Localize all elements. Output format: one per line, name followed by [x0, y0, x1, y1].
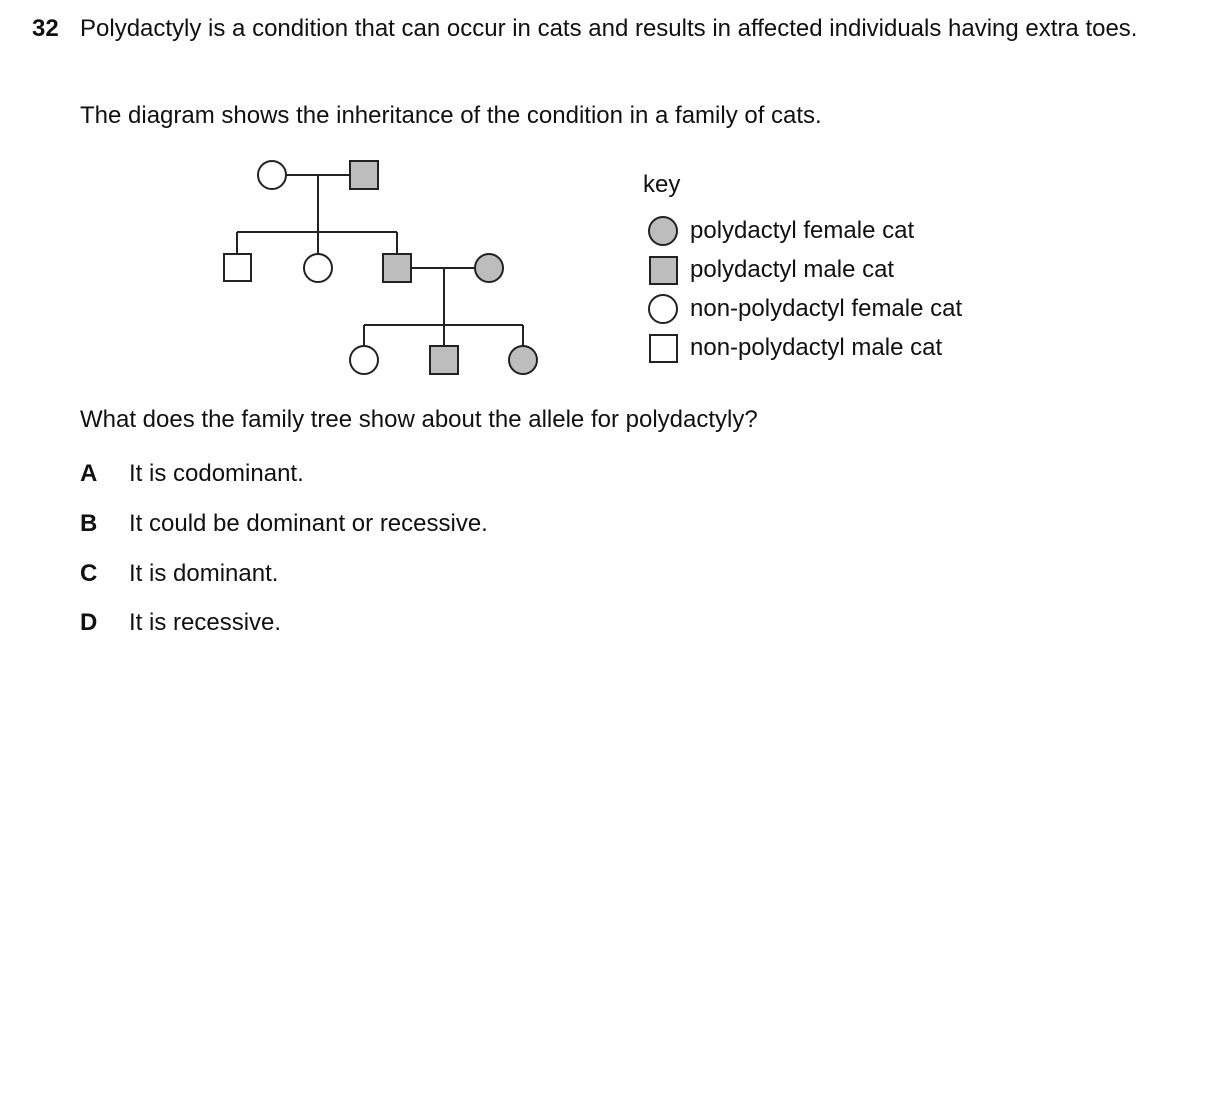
g1-male-symbol [350, 161, 378, 189]
key-title: key [643, 171, 681, 198]
option-d-text: It is recessive. [129, 609, 282, 636]
key-non-polydactyl-male-symbol [650, 335, 677, 362]
g3-daughter-2-symbol [509, 346, 537, 374]
g2-son-1-symbol [224, 254, 251, 281]
key-label-polydactyl-female: polydactyl female cat [690, 217, 915, 244]
g2-son-2-symbol [383, 254, 411, 282]
option-a-letter: A [80, 460, 98, 487]
key-label-non-polydactyl-male: non-polydactyl male cat [690, 334, 943, 361]
option-c-text: It is dominant. [129, 560, 279, 587]
key-label-non-polydactyl-female: non-polydactyl female cat [690, 295, 963, 322]
key-non-polydactyl-female-symbol [649, 295, 677, 323]
g2-daughter-symbol [304, 254, 332, 282]
question-intro: The diagram shows the inheritance of the condition in a family of cats. [80, 102, 822, 129]
key-label-polydactyl-male: polydactyl male cat [690, 256, 895, 283]
pedigree-diagram [0, 0, 1209, 400]
g2-mate-symbol [475, 254, 503, 282]
question-stem: Polydactyly is a condition that can occur in cats and results in affected individuals having extra toes. [80, 15, 1138, 42]
option-d-letter: D [80, 609, 98, 636]
question-number: 32 [32, 15, 59, 42]
question-prompt: What does the family tree show about the allele for polydactyly? [80, 406, 758, 433]
g3-son-symbol [430, 346, 458, 374]
option-b-text: It could be dominant or recessive. [129, 510, 488, 537]
key-polydactyl-female-symbol [649, 217, 677, 245]
g1-female-symbol [258, 161, 286, 189]
g3-daughter-1-symbol [350, 346, 378, 374]
option-a-text: It is codominant. [129, 460, 304, 487]
key-polydactyl-male-symbol [650, 257, 677, 284]
option-c-letter: C [80, 560, 98, 587]
option-b-letter: B [80, 510, 98, 537]
